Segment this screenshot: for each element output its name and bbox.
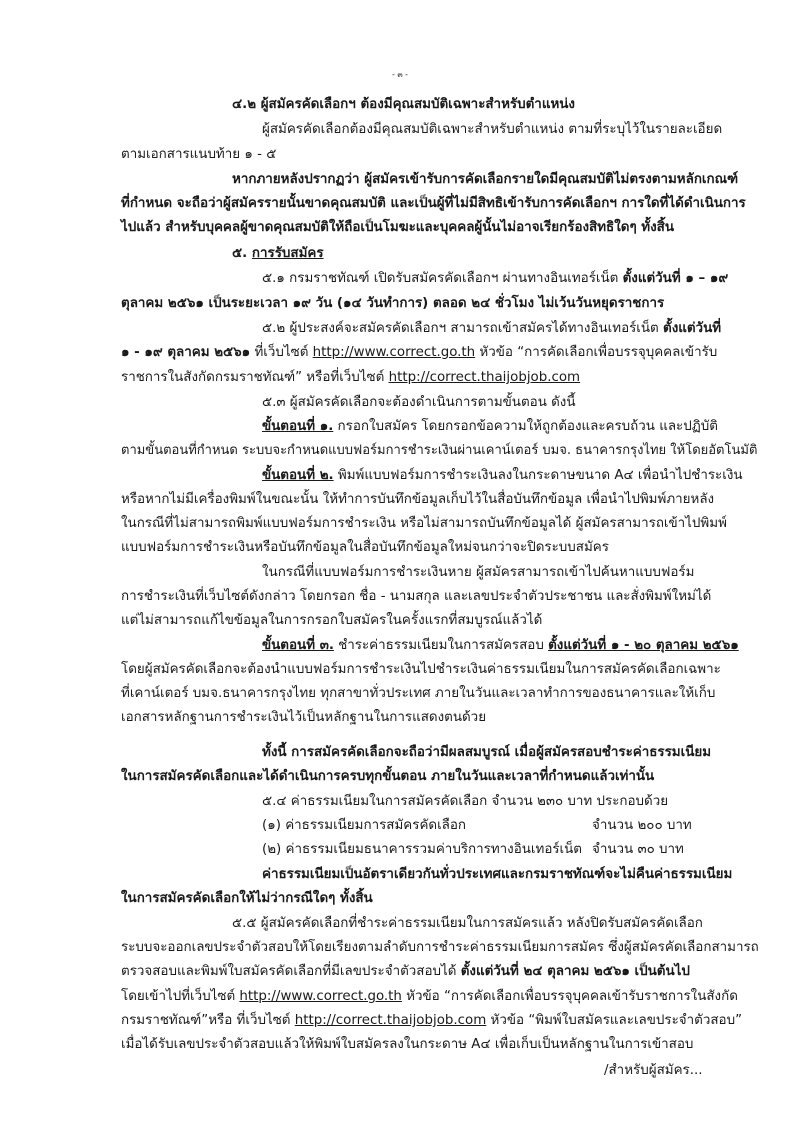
text: ๕.๑ กรมราชทัณฑ์ เปิดรับสมัครคัดเลือกฯ ผ่านทางอินเทอร์เน็ต [262, 271, 623, 286]
thaijobjob-website-link[interactable]: http://correct.thaijobjob.com [388, 370, 581, 385]
date-range: ตั้งแต่วันที่ ๑ - ๒๐ ตุลาคม ๒๕๖๑ [548, 638, 739, 653]
text: หัวข้อ “พิมพ์ใบสมัครและเลขประจำตัวสอบ” [486, 1013, 743, 1028]
step-2-line: หรือหากไม่มีเครื่องพิมพ์ในขณะนั้น ให้ทำการบันทึกข้อมูลเก็บไว้ในสื่อบันทึกข้อมูล เพื่อนำไปพิมพ์ภายหลัง [121, 492, 715, 507]
text: ราชการในสังกัดกรมราชทัณฑ์” หรือที่เว็บไซต์ [121, 370, 389, 385]
text: กรมราชทัณฑ์”หรือ ที่เว็บไซต์ [121, 1013, 295, 1028]
section-5-4-intro: ๕.๔ ค่าธรรมเนียมในการสมัครคัดเลือก จำนวน ๒๓๐ บาท ประกอบด้วย [262, 794, 669, 809]
section-5-5-line: ๕.๕ ผู้สมัครคัดเลือกที่ชำระค่าธรรมเนียมในการสมัครแล้ว หลังปิดรับสมัครคัดเลือก [232, 916, 703, 931]
section-title: การรับสมัคร [251, 246, 324, 261]
text: หัวข้อ “การคัดเลือกเพื่อบรรจุบุคคลเข้ารับราชการในสังกัด [401, 989, 738, 1004]
step-2-line: แบบฟอร์มการชำระเงินหรือบันทึกข้อมูลในสื่อบันทึกข้อมูลใหม่จนกว่าจะปิดระบบสมัคร [121, 540, 609, 555]
fee-item-label: (๑) ค่าธรรมเนียมการสมัครคัดเลือก [262, 818, 467, 833]
section-5-5-line [121, 963, 690, 981]
section-5-2-line [262, 320, 721, 338]
date-range: ตั้งแต่วันที่ ๑ – ๑๙ [622, 271, 729, 286]
page-number: - ๓ - [392, 70, 408, 79]
step-3-line: ที่เคาน์เตอร์ บมจ.ธนาคารกรุงไทย ทุกสาขาทั่วประเทศ ภายในวันและเวลาทำการของธนาคารและให้เก็บ [121, 686, 716, 701]
correct-website-link[interactable]: http://www.correct.go.th [312, 345, 476, 360]
fee-item-label: (๒) ค่าธรรมเนียมธนาคารรวมค่าบริการทางอินเทอร์เน็ต [262, 842, 582, 857]
section-5-1-line: ตุลาคม ๒๕๖๑ เป็นระยะเวลา ๑๙ วัน (๑๔ วันทำการ) ตลอด ๒๔ ชั่วโมง ไม่เว้นวันหยุดราชการ [121, 296, 665, 311]
section-5-5-line [121, 1012, 742, 1030]
section-5-2-line [121, 369, 580, 387]
section-5-heading [232, 245, 324, 263]
text: หัวข้อ “การคัดเลือกเพื่อบรรจุบุคคลเข้ารับ [475, 345, 718, 360]
completion-note: ในการสมัครคัดเลือกและได้ดำเนินการครบทุกขั้นตอน ภายในวันและเวลาที่กำหนดแล้วเท่านั้น [121, 769, 655, 784]
step-2-line [262, 467, 743, 485]
section-5-5-line: ระบบจะออกเลขประจำตัวสอบให้โดยเรียงตามลำดับการชำระค่าธรรมเนียมการสมัคร ซึ่งผู้สมัครคัดเลือกสามารถ [121, 940, 759, 955]
step-3-line [262, 637, 739, 655]
section-number: ๕. [232, 246, 252, 261]
section-4-2-body: ตามเอกสารแนบท้าย ๑ - ๕ [121, 147, 277, 162]
step-label: ขั้นตอนที่ ๑. [262, 419, 334, 434]
fee-item-amount: จำนวน ๓๐ บาท [592, 842, 684, 857]
fee-note: ค่าธรรมเนียมเป็นอัตราเดียวกันทั่วประเทศและกรมราชทัณฑ์จะไม่คืนค่าธรรมเนียม [262, 867, 733, 882]
fee-note: ในการสมัครคัดเลือกให้ไม่ว่ากรณีใดๆ ทั้งสิ้น [121, 891, 373, 906]
step-3-line: โดยผู้สมัครคัดเลือกจะต้องนำแบบฟอร์มการชำระเงินไปชำระเงินค่าธรรมเนียมในการสมัครคัดเลือกเฉพาะ [121, 662, 721, 677]
disqualification-notice: หากภายหลังปรากฏว่า ผู้สมัครเข้ารับการคัดเลือกรายใดมีคุณสมบัติไม่ตรงตามหลักเกณฑ์ [232, 172, 739, 187]
step-3-line: เอกสารหลักฐานการชำระเงินไว้เป็นหลักฐานในการแสดงตนด้วย [121, 710, 487, 725]
date-label: ตั้งแต่วันที่ [663, 321, 722, 336]
thaijobjob-website-link[interactable]: http://correct.thaijobjob.com [294, 1013, 487, 1028]
date-range: ตั้งแต่วันที่ ๒๔ ตุลาคม ๒๕๖๑ เป็นต้นไป [460, 964, 690, 979]
completion-note: ทั้งนี้ การสมัครคัดเลือกจะถือว่ามีผลสมบูรณ์ เมื่อผู้สมัครสอบชำระค่าธรรมเนียม [262, 745, 712, 760]
lost-form-line: การชำระเงินที่เว็บไซต์ดังกล่าว โดยกรอก ชื่อ - นามสกุล และเลขประจำตัวประชาชน และสั่งพิมพ์ใหม่ได้ [121, 589, 712, 604]
continuation-text: /สำหรับผู้สมัคร... [604, 1063, 703, 1078]
text: พิมพ์แบบฟอร์มการชำระเงินลงในกระดาษขนาด A๔ เพื่อนำไปชำระเงิน [333, 468, 743, 483]
lost-form-line: แต่ไม่สามารถแก้ไขข้อมูลในการกรอกใบสมัครในครั้งแรกที่สมบูรณ์แล้วได้ [121, 613, 543, 628]
section-5-5-line [121, 988, 738, 1006]
step-1-line [262, 418, 718, 436]
date-range: ๑ - ๑๙ ตุลาคม ๒๕๖๑ [121, 345, 251, 360]
text: ชำระค่าธรรมเนียมในการสมัครสอบ [333, 638, 549, 653]
text: ๕.๒ ผู้ประสงค์จะสมัครคัดเลือกฯ สามารถเข้าสมัครได้ทางอินเทอร์เน็ต [262, 321, 663, 336]
correct-website-link[interactable]: http://www.correct.go.th [239, 989, 402, 1004]
fee-item-amount: จำนวน ๒๐๐ บาท [592, 818, 692, 833]
section-5-2-line [121, 344, 717, 362]
section-5-3-intro: ๕.๓ ผู้สมัครคัดเลือกจะต้องดำเนินการตามขั้นตอน ดังนี้ [262, 395, 576, 410]
lost-form-line: ในกรณีที่แบบฟอร์มการชำระเงินหาย ผู้สมัครสามารถเข้าไปค้นหาแบบฟอร์ม [262, 565, 695, 580]
text: โดยเข้าไปที่เว็บไซต์ [121, 989, 240, 1004]
disqualification-notice: ที่กำหนด จะถือว่าผู้สมัครรายนั้นขาดคุณสมบัติ และเป็นผู้ที่ไม่มีสิทธิเข้ารับการคัดเลือกฯ การใดที่ได้ดำเนินการ [121, 196, 746, 211]
section-5-5-line: เมื่อได้รับเลขประจำตัวสอบแล้วให้พิมพ์ใบสมัครลงในกระดาษ A๔ เพื่อเก็บเป็นหลักฐานในการเข้าสอบ [121, 1037, 694, 1052]
step-label: ขั้นตอนที่ ๓. [262, 638, 334, 653]
section-5-1-line [262, 270, 728, 288]
text: ที่เว็บไซต์ [250, 345, 313, 360]
section-4-2-body: ผู้สมัครคัดเลือกต้องมีคุณสมบัติเฉพาะสำหรับตำแหน่ง ตามที่ระบุไว้ในรายละเอียด [262, 122, 723, 137]
step-label: ขั้นตอนที่ ๒. [262, 468, 334, 483]
step-1-line: ตามขั้นตอนที่กำหนด ระบบจะกำหนดแบบฟอร์มการชำระเงินผ่านเคาน์เตอร์ บมจ. ธนาคารกรุงไทย ให้โดยอัตโนมัติ [121, 443, 758, 458]
text: ตรวจสอบและพิมพ์ใบสมัครคัดเลือกที่มีเลขประจำตัวสอบได้ [121, 964, 461, 979]
step-2-line: ในกรณีที่ไม่สามารถพิมพ์แบบฟอร์มการชำระเงิน หรือไม่สามารถบันทึกข้อมูลได้ ผู้สมัครสามารถเข้าไปพิมพ์ [121, 516, 727, 531]
disqualification-notice: ไปแล้ว สำหรับบุคคลผู้ขาดคุณสมบัติให้ถือเป็นโมฆะและบุคคลผู้นั้นไม่อาจเรียกร้องสิทธิใดๆ ทั้งสิ้น [121, 220, 674, 235]
section-4-2-heading: ๔.๒ ผู้สมัครคัดเลือกฯ ต้องมีคุณสมบัติเฉพาะสำหรับตำแหน่ง [232, 97, 575, 112]
text: กรอกใบสมัคร โดยกรอกข้อความให้ถูกต้องและครบถ้วน และปฏิบัติ [333, 419, 718, 434]
